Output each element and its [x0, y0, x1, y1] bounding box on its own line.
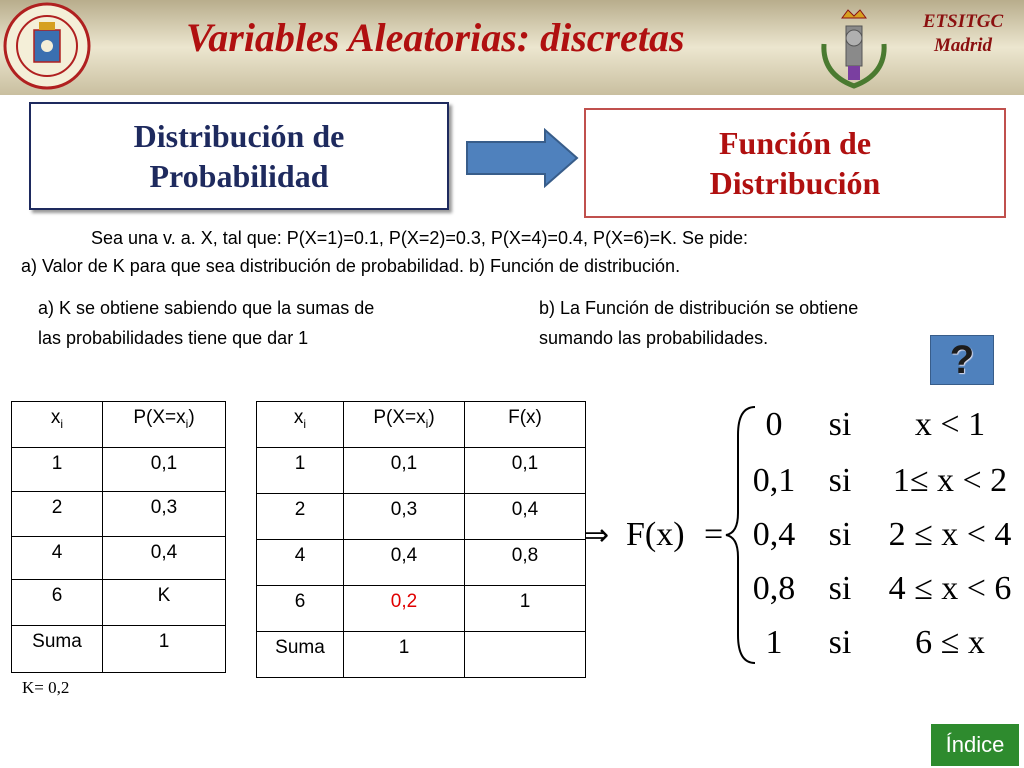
table-header-p: $P(X=x_i)$ [344, 402, 465, 448]
cell: 0,3 [103, 492, 226, 537]
cell: 4 [12, 537, 103, 580]
cell: K [103, 580, 226, 626]
cell: Suma [12, 626, 103, 673]
formula-condition: 6 ≤ x [915, 624, 985, 661]
box-right-line2: Distribución [709, 165, 881, 201]
school-name: ETSITGC [922, 11, 1004, 32]
formula-condition: x < 1 [914, 406, 986, 443]
box-left-line2: Probabilidad [149, 158, 329, 194]
equals-sign: = [704, 516, 724, 553]
table-row [257, 540, 586, 586]
table-row [12, 448, 226, 492]
box-right-line1: Función de [718, 125, 872, 161]
formula-condition: 1≤ x < 2 [892, 462, 1008, 499]
cell: 1 [103, 626, 226, 673]
etsitgc-crest-icon [812, 4, 896, 90]
formula-value: 1 [765, 624, 783, 661]
cell: 0,4 [103, 537, 226, 580]
problem-statement-line2: a) Valor de K para que sea distribución de probabilidad. b) Función de distribución. [21, 256, 681, 276]
cell: 4 [257, 540, 344, 586]
table-row [257, 586, 586, 632]
school-label [908, 10, 1018, 58]
header-band [0, 0, 1024, 95]
problem-statement-line1: Sea una v. a. X, tal que: P(X=1)=0.1, P(X=2)=0.3, P(X=4)=0.4, P(X=6)=K. Se pide: [91, 228, 749, 248]
probability-table [11, 401, 226, 673]
index-button[interactable]: Índice [931, 724, 1019, 766]
cell: 1 [465, 586, 586, 632]
formula-condition: 2 ≤ x < 4 [888, 516, 1012, 553]
left-brace-icon [726, 407, 755, 663]
implies-symbol: ⇒ [584, 519, 610, 552]
table-row [12, 626, 226, 673]
cell: 6 [12, 580, 103, 626]
table-row [257, 494, 586, 540]
k-result: K= 0,2 [22, 678, 70, 697]
cell: Suma [257, 632, 344, 678]
formula-si: si [828, 462, 852, 499]
table-row [257, 448, 586, 494]
help-button[interactable]: ? [930, 335, 994, 385]
cell: 0,1 [344, 448, 465, 494]
cell: 0,8 [465, 540, 586, 586]
cell: 0,4 [344, 540, 465, 586]
table-header-x: $x_i$ [12, 402, 103, 448]
cell-highlight: 0,2 [344, 586, 465, 632]
school-city: Madrid [933, 35, 993, 56]
formula-lhs: F(x) [626, 516, 685, 553]
page-title: Variables Aleatorias: discretas [186, 15, 685, 60]
cell: 1 [257, 448, 344, 494]
right-arrow-icon [465, 128, 580, 188]
table-header-x: $x_i$ [257, 402, 344, 448]
formula-condition: 4 ≤ x < 6 [888, 570, 1012, 607]
piecewise-formula [580, 395, 1020, 675]
box-left-line1: Distribución de [133, 118, 345, 154]
table-row [257, 632, 586, 678]
cell [465, 632, 586, 678]
formula-value: 0,8 [752, 570, 796, 607]
formula-value: 0,1 [752, 462, 796, 499]
university-seal-icon [3, 2, 91, 90]
cell: 2 [257, 494, 344, 540]
probability-distribution-box [29, 102, 449, 210]
table-row [12, 580, 226, 626]
formula-si: si [828, 624, 852, 661]
cell: 6 [257, 586, 344, 632]
distribution-table [256, 401, 586, 678]
formula-value: 0,4 [752, 516, 796, 553]
cell: 1 [12, 448, 103, 492]
table-row [12, 537, 226, 580]
cell: 2 [12, 492, 103, 537]
cell: 0,3 [344, 494, 465, 540]
table-header-p: $P(X=x_i)$ [103, 402, 226, 448]
distribution-function-box [584, 108, 1006, 218]
explanation-a: a) K se obtiene sabiendo que la sumas de las probabilidades tiene que dar 1 [38, 298, 375, 348]
table-header-f: F(x) [465, 402, 586, 448]
formula-si: si [828, 406, 852, 443]
table-row [12, 492, 226, 537]
cell: 1 [344, 632, 465, 678]
explanation-b: b) La Función de distribución se obtiene sumando las probabilidades. [539, 298, 859, 348]
cell: 0,1 [103, 448, 226, 492]
cell: 0,1 [465, 448, 586, 494]
formula-si: si [828, 516, 852, 553]
formula-si: si [828, 570, 852, 607]
formula-value: 0 [765, 406, 783, 443]
cell: 0,4 [465, 494, 586, 540]
